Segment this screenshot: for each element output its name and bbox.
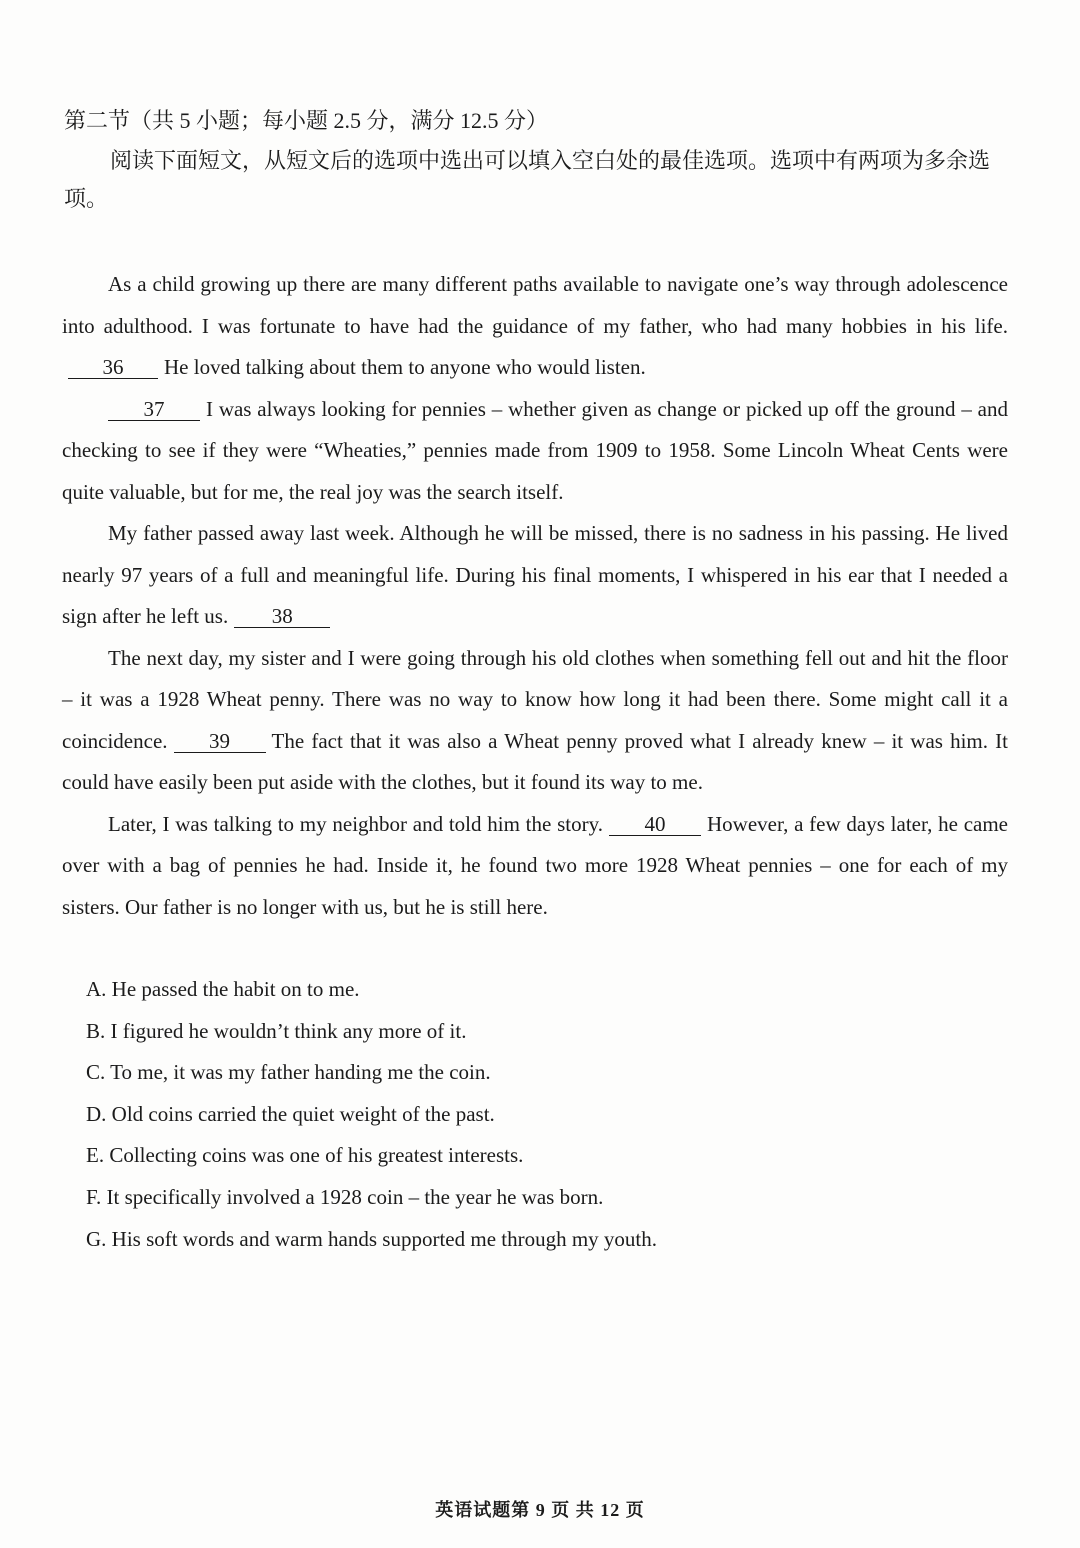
option-f[interactable]: F. It specifically involved a 1928 coin – the year he was born. [86, 1184, 604, 1209]
blank-40[interactable]: 40 [609, 813, 701, 836]
paragraph-1-text-before: As a child growing up there are many different paths available to navigate one’s way through adolescence into adulthood. I was fortunate to have had the guidance of my father, who had many hobbies in his life. [62, 272, 1008, 338]
paragraph-4-text-before: The next day, my sister and I were going through his old clothes when something fell out and hit the floor – it was a 1928 Wheat penny. There was no way to know how long it had been there. Some might call it a coincidence. [62, 645, 1008, 753]
paragraph-5 [62, 804, 1008, 929]
option-c[interactable]: C. To me, it was my father handing me the coin. [86, 1060, 491, 1085]
option-e[interactable]: E. Collecting coins was one of his greatest interests. [86, 1143, 524, 1168]
paragraph-2 [62, 389, 1008, 514]
blank-39[interactable]: 39 [174, 730, 266, 753]
section-header: 第二节（共 5 小题；每小题 2.5 分，满分 12.5 分） [64, 108, 549, 133]
option-b[interactable]: B. I figured he wouldn’t think any more of it. [86, 1018, 467, 1043]
instructions: 阅读下面短文，从短文后的选项中选出可以填入空白处的最佳选项。选项中有两项为多余选项。 [64, 148, 991, 211]
blank-36[interactable]: 36 [68, 356, 158, 379]
option-d[interactable]: D. Old coins carried the quiet weight of the past. [86, 1101, 495, 1126]
paragraph-4 [62, 638, 1008, 804]
paragraph-3 [62, 513, 1008, 638]
paragraph-5-text-after: However, a few days later, he came over with a bag of pennies he had. Inside it, he found two more 1928 Wheat pennies – one for each of my sisters. Our father is no longer with us, but he is still here. [62, 811, 1009, 919]
paragraph-3-text-before: My father passed away last week. Although he will be missed, there is no sadness in his passing. He lived nearly 97 years of a full and meaningful life. During his final moments, I whispered in his ear that I needed a sign after he left us. [62, 521, 1008, 628]
blank-37[interactable]: 37 [108, 398, 200, 421]
paragraph-2-text-after: I was always looking for pennies – whether given as change or picked up off the ground – and checking to see if they were “Wheaties,” pennies made from 1909 to 1958. Some Lincoln Wheat Cents were quite valuable, but for me, the real joy was the search itself. [62, 396, 1008, 504]
blank-38[interactable]: 38 [234, 605, 330, 628]
option-a[interactable]: A. He passed the habit on to me. [86, 977, 360, 1001]
paragraph-1 [62, 264, 1008, 389]
page-footer: 英语试题第 9 页 共 12 页 [435, 1500, 645, 1520]
paragraph-1-text-after: He loved talking about them to anyone who would listen. [164, 355, 646, 379]
paragraph-4-text-after: The fact that it was also a Wheat penny proved what I already knew – it was him. It could have easily been put aside with the clothes, but it found its way to me. [62, 728, 1008, 794]
reading-passage [62, 264, 1008, 928]
option-g[interactable]: G. His soft words and warm hands supported me through my youth. [86, 1226, 658, 1251]
answer-options [86, 969, 986, 1260]
paragraph-5-text-before: Later, I was talking to my neighbor and told him the story. [108, 811, 603, 836]
